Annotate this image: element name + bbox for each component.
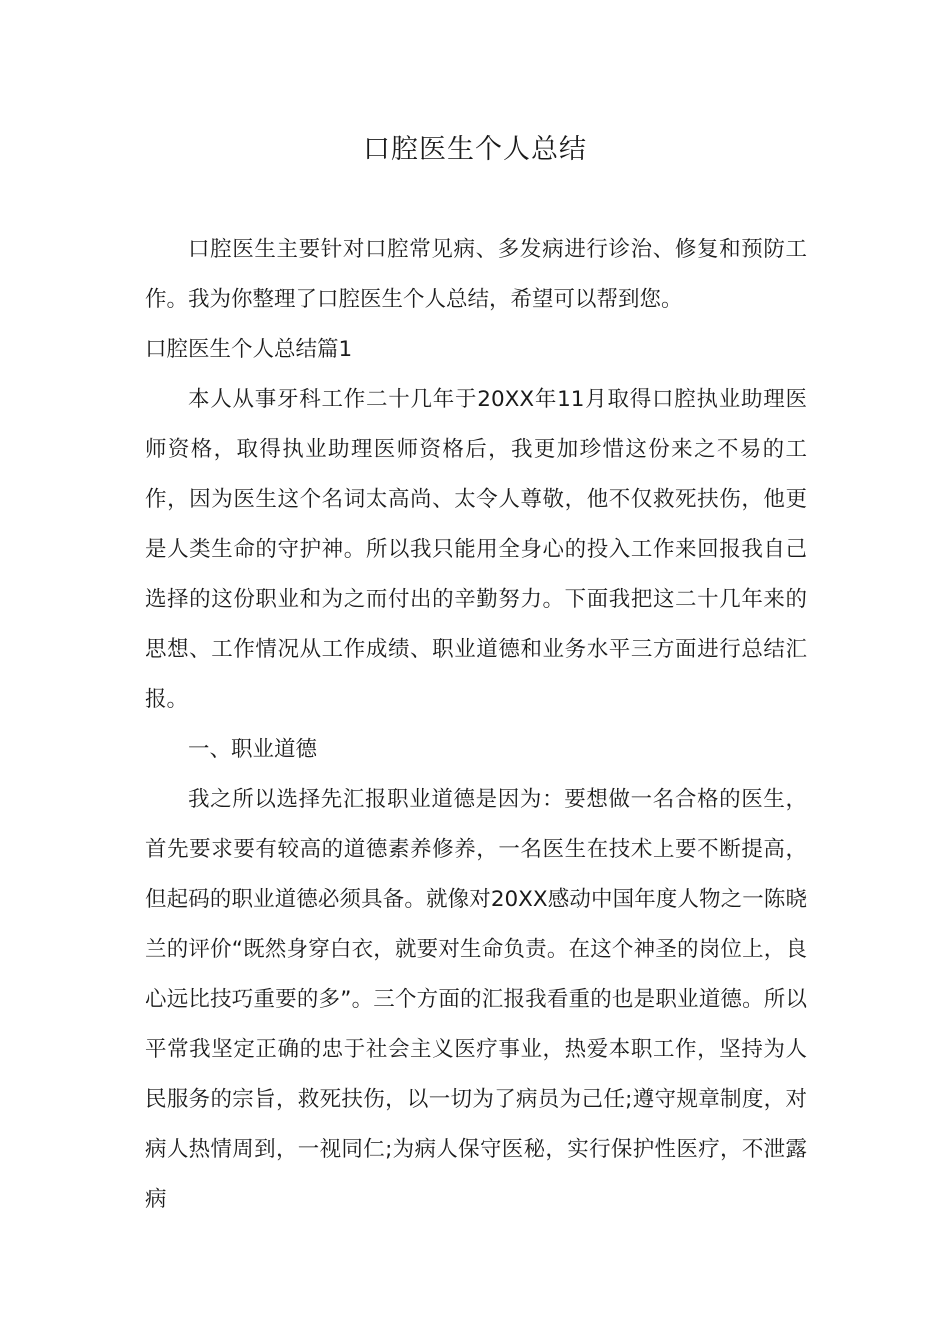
paragraph-intro: 口腔医生主要针对口腔常见病、多发病进行诊治、修复和预防工作。我为你整理了口腔医生个人总结，希望可以帮到您。: [145, 237, 807, 312]
document-title: 口腔医生个人总结: [363, 134, 587, 165]
paragraph-ethics: 我之所以选择先汇报职业道德是因为：要想做一名合格的医生，首先要求要有较高的道德素养修养，一名医生在技术上要不断提高，但起码的职业道德必须具备。就像对20XX感动中国年度人物之一陈晓兰的评价“既然身穿白衣，就要对生命负责。在这个神圣的岗位上，良心远比技巧重要的多”。三个方面的汇报我看重的也是职业道德。所以平常我坚定正确的忠于社会主义医疗事业，热爱本职工作，坚持为人民服务的宗旨，救死扶伤，以一切为了病员为己任;遵守规章制度，对病人热情周到，一视同仁;为病人保守医秘，实行保护性医疗，不泄露病: [145, 787, 807, 1212]
paragraph-background: 本人从事牙科工作二十几年于20XX年11月取得口腔执业助理医师资格，取得执业助理医师资格后，我更加珍惜这份来之不易的工作，因为医生这个名词太高尚、太令人尊敬，他不仅救死扶伤，他更是人类生命的守护神。所以我只能用全身心的投入工作来回报我自己选择的这份职业和为之而付出的辛勤努力。下面我把这二十几年来的思想、工作情况从工作成绩、职业道德和业务水平三方面进行总结汇报。: [145, 387, 807, 712]
subheading-professional-ethics: 一、职业道德: [188, 737, 318, 762]
document-body: [145, 225, 807, 1225]
section-heading-part1: 口腔医生个人总结篇1: [145, 337, 353, 362]
